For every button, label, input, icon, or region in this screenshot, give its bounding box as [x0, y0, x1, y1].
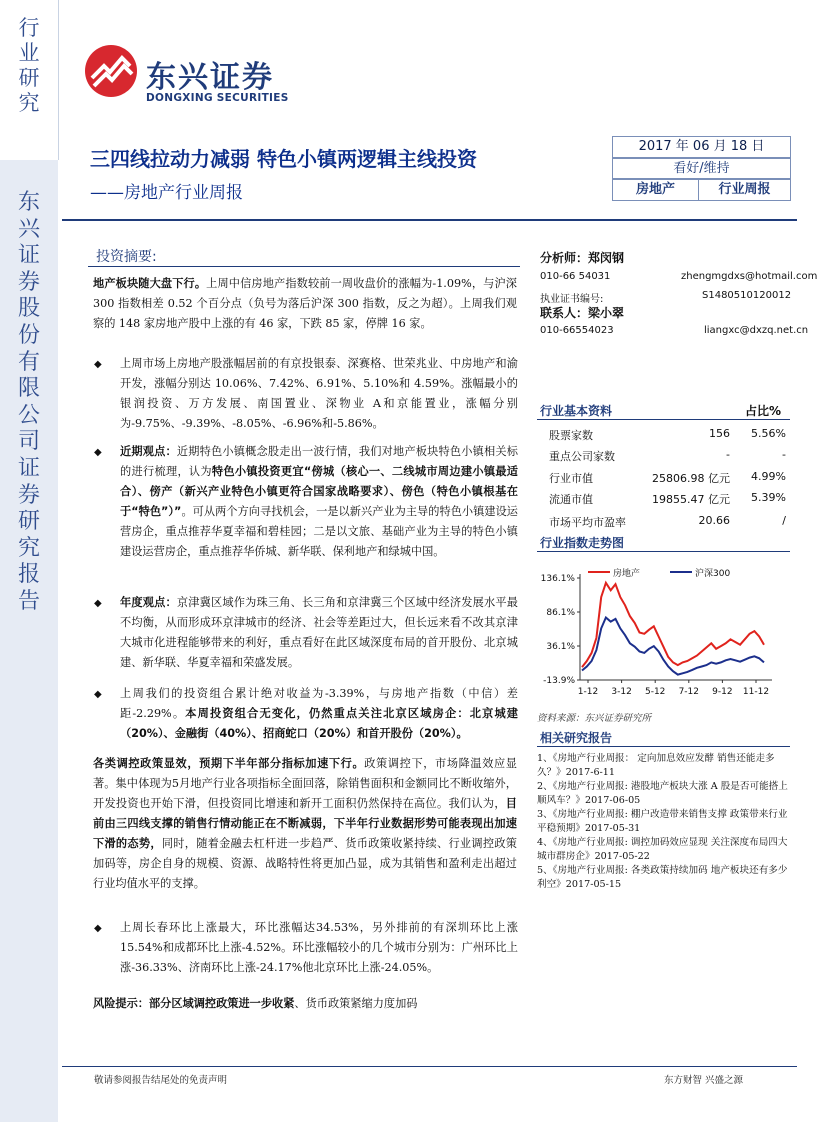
series-line-1	[582, 618, 764, 675]
x-tick-label: 11-12	[742, 687, 770, 697]
y-tick-label: 136.1%	[540, 574, 575, 584]
chart-source: 资料来源：东兴证券研究所	[537, 713, 652, 724]
analyst-1-email: zhengmgdxs@hotmail.com	[681, 271, 818, 282]
series-line-0	[582, 583, 764, 667]
company-logo-icon	[84, 44, 138, 98]
risk-warning: 风险提示：部分区域调控政策进一步收紧、货币政策紧缩力度加码	[93, 997, 418, 1010]
chart-section-rule	[537, 551, 790, 552]
summary-heading: 投资摘要:	[96, 249, 157, 265]
report-title: 三四线拉动力减弱 特色小镇两逻辑主线投资	[90, 147, 477, 171]
y-tick-label: -13.9%	[543, 676, 575, 686]
bullet-diamond-icon: ◆	[94, 447, 102, 458]
bullet-diamond-icon: ◆	[94, 359, 102, 370]
rating-badge: 看好/维持	[612, 158, 791, 179]
chart-axes	[541, 574, 772, 697]
table-cell-pct: /	[782, 514, 786, 527]
contact-name: 联系人：梁小翠	[540, 306, 625, 320]
table-cell-value: 19855.47 亿元	[652, 493, 730, 506]
footer-slogan: 东方财智 兴盛之源	[664, 1075, 744, 1086]
summary-paragraph-2: 各类调控政策显效，预期下半年部分指标加速下行。政策调控下，市场降温效应显著。集中体现为5月地产行业各项指标全面回落，除销售面积和金额同比不断收缩外，开发投资也开始下滑，但投资同比增速和新开工面积仍然保持在高位。我们认为，目前由三四线支撑的销售行情动能正在不断减弱，下半年行业数据形势可能表现出加速下滑的态势，同时，随着金融去杠杆进一步趋严、货币政策收紧持续、行业调控政策加码等，房企自身的规模、资源、战略特性将更加凸显，成为其销售和盈利走出超过行业均值水平的支撑。	[93, 757, 517, 890]
summary-paragraph-1: 地产板块随大盘下行。上周中信房地产指数较前一周收盘价的涨幅为-1.09%，与沪深 300 指数相差 0.52 个百分点（负号为落后沪深 300 指数，反之为超）。上周我们观察的 148 家房地产股中上涨的有 46 家，下跌 85 家，停牌 16 家。	[93, 277, 517, 330]
bullet-diamond-icon: ◆	[94, 689, 102, 700]
related-reports-rule	[537, 746, 790, 747]
table-cell-pct: 5.39%	[751, 491, 786, 504]
table-cell-pct: -	[782, 448, 786, 461]
bullet-diamond-icon: ◆	[94, 923, 102, 934]
chart-lines	[582, 583, 764, 675]
industry-tag: 房地产	[612, 179, 699, 201]
logo-chinese-name: 东兴证券	[146, 60, 274, 95]
table-cell-label: 重点公司家数	[549, 450, 615, 463]
bullet-paragraph-2: 近期观点：近期特色小镇概念股走出一波行情，我们对地产板块特色小镇相关标的进行梳理，认为特色小镇投资更宜“傍城（核心一、二线城市周边建小镇最适合）、傍产（新兴产业特色小镇更符合国家战略要求）、傍色（特色小镇根基在于“特色”）”。可从两个方向寻找机会，一是以新兴产业为主导的特色小镇建设运营房企，重点推荐华夏幸福和碧桂园；二是以文旅、基础产业为主导的特色小镇建设运营房企，重点推荐华侨城、新华联、保利地产和绿城中国。	[120, 445, 518, 558]
bullet-diamond-icon: ◆	[94, 598, 102, 609]
footer-divider	[62, 1066, 797, 1067]
analyst-1-cert-label: 执业证书编号:	[540, 294, 604, 305]
table-cell-pct: 5.56%	[751, 427, 786, 440]
report-date: 2017 年 06 月 18 日	[612, 136, 791, 158]
legend-label: 房地产	[613, 569, 641, 579]
related-report-item: 1、《房地产行业周报： 定向加息效应发酵 销售还能走多久？》2017-6-11	[537, 753, 775, 778]
table-cell-value: 25806.98 亿元	[652, 472, 730, 485]
table-cell-label: 行业市值	[549, 472, 593, 485]
industry-table-pct-header: 占比%	[745, 404, 782, 418]
x-tick-label: 5-12	[644, 687, 666, 697]
y-tick-label: 36.1%	[546, 642, 575, 652]
report-type-tag: 行业周报	[698, 179, 791, 201]
related-reports-title: 相关研究报告	[540, 731, 613, 745]
table-cell-label: 流通市值	[549, 493, 593, 506]
summary-divider	[88, 266, 520, 267]
industry-table-rule	[537, 419, 790, 420]
related-report-item: 4、《房地产行业周报: 调控加码效应显现 关注深度布局四大城市群房企》2017-05-22	[537, 837, 788, 862]
sidebar-main	[0, 160, 58, 1122]
table-cell-label: 市场平均市盈率	[549, 516, 626, 529]
analyst-1-name: 分析师：郑闵钢	[540, 251, 625, 265]
bullet-paragraph-5: 上周长春环比上涨最大，环比涨幅达34.53%，另外排前的有深圳环比上涨15.54%和成都环比上涨-4.52%。环比涨幅较小的几个城市分别为：广州环比上涨-36.33%、济南环比上涨-24.17%他北京环比上涨-24.05%。	[120, 921, 518, 974]
sidebar-top	[0, 0, 59, 160]
table-cell-label: 股票家数	[549, 429, 593, 442]
footer-disclaimer: 敬请参阅报告结尾处的免责声明	[94, 1075, 228, 1086]
sidebar-main-label: 东 兴 证 券 股 份 有 限 公 司 证 券 研 究 报 告	[17, 190, 40, 614]
header-divider	[62, 219, 797, 221]
table-cell-value: 20.66	[698, 514, 730, 527]
related-report-item: 3、《房地产行业周报: 棚户改造带来销售支撑 政策带来行业平稳预期》2017-05-31	[537, 809, 788, 834]
table-cell-value: -	[726, 448, 730, 461]
x-tick-label: 9-12	[712, 687, 733, 697]
table-cell-value: 156	[709, 427, 730, 440]
contact-email: liangxc@dxzq.net.cn	[704, 325, 809, 336]
related-report-item: 2、《房地产行业周报: 港股地产板块大涨 A 股是否可能搭上顺风车？》2017-06-05	[537, 781, 788, 806]
bullet-paragraph-4: 上周我们的投资组合累计绝对收益为-3.39%，与房地产指数（中信）差距-2.29%。本周投资组合无变化，仍然重点关注北京区域房企：北京城建（20%）、金融街（40%）、招商蛇口（20%）和首开股份（20%）。	[120, 687, 518, 740]
sidebar-top-label: 行 业 研 究	[18, 16, 40, 115]
analyst-1-cert: S1480510120012	[702, 290, 792, 301]
analyst-1-phone: 010-66 54031	[540, 271, 611, 282]
logo-english-name: DONGXING SECURITIES	[146, 92, 289, 104]
x-tick-label: 1-12	[577, 687, 599, 697]
bullet-paragraph-1: 上周市场上房地产股涨幅居前的有京投银泰、深赛格、世荣兆业、中房地产和渝开发，涨幅分别达 10.06%、7.42%、6.91%、5.10%和 4.59%。涨幅最小的银润投资、万方发展、南国置业、深物业 A和京能置业，涨幅分别为-9.75%、-9.39%、-8.05%、-6.96%和-5.86%。	[120, 357, 518, 430]
bullet-paragraph-3: 年度观点：京津冀区域作为珠三角、长三角和京津冀三个区域中经济发展水平最不均衡，从而形成环京津城市的经济、社会等差距过大，但长远来看不改其京津大城市化进程能够带来的利好，重点看好在此区域深度布局的首开股份、北京城建、新华联、华夏幸福和荣盛发展。	[120, 596, 518, 669]
x-tick-label: 7-12	[678, 687, 700, 697]
legend-label: 沪深300	[695, 569, 731, 579]
index-trend-chart	[540, 560, 790, 710]
contact-phone: 010-66554023	[540, 325, 614, 336]
table-cell-pct: 4.99%	[751, 470, 786, 483]
y-tick-label: 86.1%	[546, 608, 575, 618]
related-report-item: 5、《房地产行业周报: 各类政策持续加码 地产板块还有多少利空》2017-05-15	[537, 865, 788, 890]
x-tick-label: 3-12	[611, 687, 632, 697]
industry-table-title: 行业基本资料	[540, 404, 613, 418]
report-subtitle: ——房地产行业周报	[90, 183, 243, 203]
chart-section-title: 行业指数走势图	[540, 536, 625, 550]
chart-legend	[588, 567, 730, 579]
